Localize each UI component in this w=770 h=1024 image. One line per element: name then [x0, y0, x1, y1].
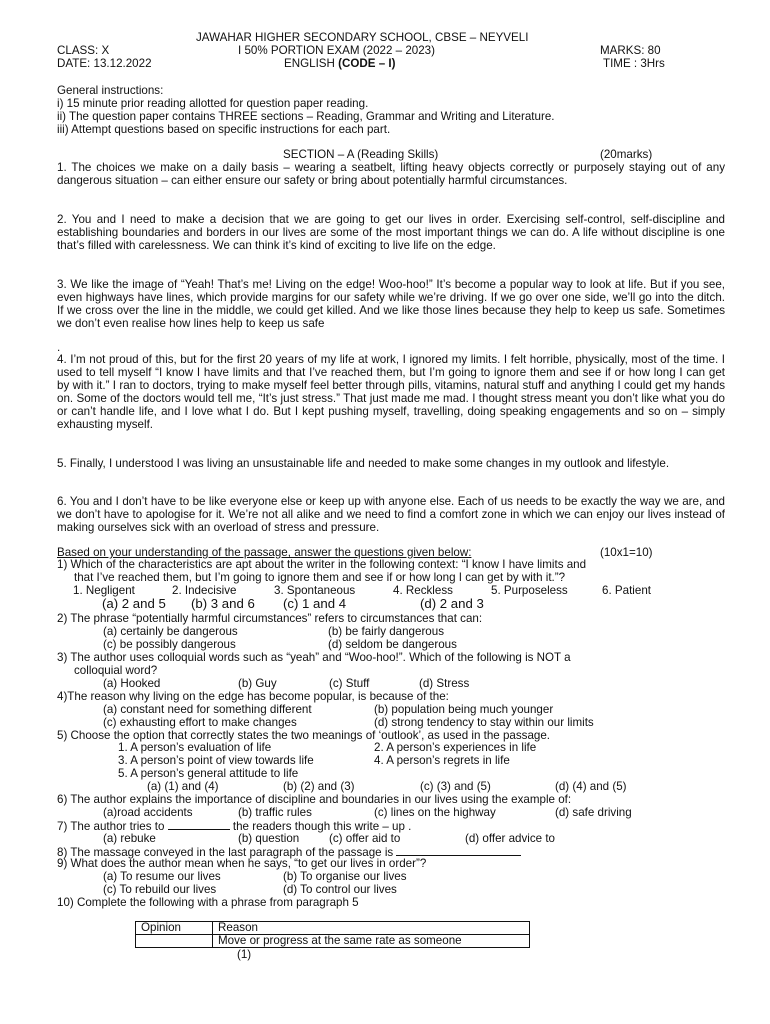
q5-meaning-3: 3. A person’s point of view towards life: [118, 754, 314, 767]
q6-option-d[interactable]: (d) safe driving: [555, 806, 632, 819]
q5-meaning-1: 1. A person’s evaluation of life: [118, 741, 272, 754]
q5-meaning-5: 5. A person’s general attitude to life: [118, 767, 299, 780]
q1-trait: 4. Reckless: [393, 584, 453, 597]
passage-paragraph-2: 2. You and I need to make a decision that we are going to get our lives in order. Exercising self-control, self-discipline and establishing boundaries and borders in our lives are some of the most important things we can do. A life without discipline is one that’s filled with carelessness. We can think it’s kind of exciting to live life on the edge.: [57, 213, 725, 252]
q10-table: [135, 921, 530, 948]
q2-option-d[interactable]: (d) seldom be dangerous: [328, 638, 457, 651]
q3-option-c[interactable]: (c) Stuff: [329, 677, 370, 690]
q10-reason-cell: Move or progress at the same rate as someone: [213, 935, 530, 948]
q1-option-b[interactable]: (b) 3 and 6: [191, 596, 255, 611]
instruction-item: ii) The question paper contains THREE sections – Reading, Grammar and Writing and Literature.: [57, 110, 555, 123]
marks-label: MARKS: 80: [600, 44, 661, 57]
instructions-title: General instructions:: [57, 84, 164, 97]
q5-option-b[interactable]: (b) (2) and (3): [283, 780, 355, 793]
q7-stem-pre: 7) The author tries to: [57, 820, 165, 833]
q1-stem-line1: 1) Which of the characteristics are apt about the writer in the following context: “I know I have limits and: [57, 558, 587, 571]
q6-option-b[interactable]: (b) traffic rules: [238, 806, 312, 819]
q4-stem: 4)The reason why living on the edge has become popular, is because of the:: [57, 690, 449, 703]
q9-option-d[interactable]: (d) To control our lives: [283, 883, 397, 896]
q4-option-d[interactable]: (d) strong tendency to stay within our limits: [374, 716, 594, 729]
q10-answer-number: (1): [237, 948, 252, 961]
q3-option-a[interactable]: (a) Hooked: [103, 677, 161, 690]
subject-code: (CODE – I): [338, 57, 396, 70]
q6-stem: 6) The author explains the importance of discipline and boundaries in our lives using the example of:: [57, 793, 572, 806]
q5-option-d[interactable]: (d) (4) and (5): [555, 780, 627, 793]
exam-title: I 50% PORTION EXAM (2022 – 2023): [238, 44, 435, 57]
date-label: DATE: 13.12.2022: [57, 57, 152, 70]
time-label: TIME : 3Hrs: [603, 57, 665, 70]
instruction-item: i) 15 minute prior reading allotted for question paper reading.: [57, 97, 369, 110]
q9-stem: 9) What does the author mean when he says, “to get our lives in order”?: [57, 857, 427, 870]
q5-meaning-2: 2. A person’s experiences in life: [374, 741, 537, 754]
q1-option-c[interactable]: (c) 1 and 4: [283, 596, 347, 611]
passage-paragraph-4: 4. I’m not proud of this, but for the first 20 years of my life at work, I ignored my limits. I felt horrible, physically, most of the time. I used to tell myself “I know I have limits and that I’ve reached them, but I’m going to ignore them and see if or how long I can get by with it.” I ran to doctors, trying to make myself feel better through pills, vitamins, natural stuff and anything I could get my hands on. Some of the doctors would tell me, “It’s just stress.” That just made me mad. I thought stress meant you don’t like what you do or can’t handle life, and I love what I do. But I kept pushing myself, travelling, doing speaking engagements and so on – simply exhausting myself.: [57, 353, 725, 431]
q1-option-d[interactable]: (d) 2 and 3: [420, 596, 484, 611]
q5-option-a[interactable]: (a) (1) and (4): [147, 780, 219, 793]
q7-stem: [57, 819, 411, 833]
questions-header-text: Based on your understanding of the passage, answer the questions given below:: [57, 546, 472, 559]
q1-stem-line2: that I’ve reached them, but I’m going to ignore them and see if or how long I can get by with it.”?: [74, 571, 566, 584]
q7-blank[interactable]: [168, 819, 230, 830]
q9-option-b[interactable]: (b) To organise our lives: [283, 870, 407, 883]
q7-option-c[interactable]: (c) offer aid to: [329, 832, 401, 845]
subject-label: [284, 57, 395, 70]
q10-stem: 10) Complete the following with a phrase from paragraph 5: [57, 896, 359, 909]
q7-option-d[interactable]: (d) offer advice to: [465, 832, 556, 845]
subject-prefix: ENGLISH: [284, 57, 339, 70]
q9-option-c[interactable]: (c) To rebuild our lives: [103, 883, 217, 896]
passage-paragraph-3: 3. We like the image of “Yeah! That’s me! Living on the edge! Woo-hoo!” It’s become a popular way to look at life. But if you see, even highways have lines, which provide margins for our safety while we’re driving. If we go over one side, we’ll go into the ditch. If we cross over the line in the middle, we could get killed. And we like those lines because they help to keep us safe. Sometimes we don’t even realise how lines help to keep us safe: [57, 278, 725, 330]
q3-option-b[interactable]: (b) Guy: [238, 677, 277, 690]
q2-option-c[interactable]: (c) be possibly dangerous: [103, 638, 236, 651]
q3-stem-line1: 3) The author uses colloquial words such as “yeah” and “Woo-hoo!”. Which of the following is NOT a: [57, 651, 571, 664]
class-label: CLASS: X: [57, 44, 110, 57]
stray-period: .: [57, 341, 61, 354]
q1-trait: 2. Indecisive: [172, 584, 237, 597]
q1-trait: 6. Patient: [602, 584, 651, 597]
q5-option-c[interactable]: (c) (3) and (5): [420, 780, 491, 793]
q7-option-b[interactable]: (b) question: [238, 832, 300, 845]
section-a-marks: (20marks): [600, 148, 653, 161]
q4-option-a[interactable]: (a) constant need for something different: [103, 703, 312, 716]
q10-opinion-cell[interactable]: [136, 935, 213, 948]
q9-option-a[interactable]: (a) To resume our lives: [103, 870, 221, 883]
q8-blank[interactable]: [396, 845, 521, 856]
q7-stem-post: the readers though this write – up .: [232, 820, 412, 833]
instruction-item: iii) Attempt questions based on specific instructions for each part.: [57, 123, 391, 136]
q1-trait: 1. Negligent: [73, 584, 135, 597]
passage-paragraph-5: 5. Finally, I understood I was living an unsustainable life and needed to make some changes in my outlook and lifestyle.: [57, 457, 670, 470]
school-name: JAWAHAR HIGHER SECONDARY SCHOOL, CBSE – NEYVELI: [196, 31, 529, 44]
q1-trait: 3. Spontaneous: [274, 584, 356, 597]
q5-stem: 5) Choose the option that correctly states the two meanings of ‘outlook’, as used in the passage.: [57, 729, 551, 742]
q6-option-c[interactable]: (c) lines on the highway: [374, 806, 496, 819]
q4-option-b[interactable]: (b) population being much younger: [374, 703, 554, 716]
q1-trait: 5. Purposeless: [491, 584, 568, 597]
passage-paragraph-6: 6. You and I don’t have to be like everyone else or keep up with anyone else. Each of us needs to be exactly the way we are, and we don’t have to apologise for it. We’re not all alike and we need to find a comfort zone in which we can enjoy our lives instead of making ourselves sick with an overload of stress and pressure.: [57, 495, 725, 534]
q2-stem: 2) The phrase “potentially harmful circumstances” refers to circumstances that can:: [57, 612, 483, 625]
q3-option-d[interactable]: (d) Stress: [419, 677, 470, 690]
q10-header-reason: Reason: [213, 922, 530, 935]
q8-stem-text: 8) The massage conveyed in the last paragraph of the passage is: [57, 846, 394, 859]
q4-option-c[interactable]: (c) exhausting effort to make changes: [103, 716, 297, 729]
q1-option-a[interactable]: (a) 2 and 5: [102, 596, 166, 611]
q7-option-a[interactable]: (a) rebuke: [103, 832, 156, 845]
q5-meaning-4: 4. A person’s regrets in life: [374, 754, 510, 767]
q2-option-b[interactable]: (b) be fairly dangerous: [328, 625, 444, 638]
q3-stem-line2: colloquial word?: [74, 664, 158, 677]
section-a-title: SECTION – A (Reading Skills): [283, 148, 439, 161]
passage-paragraph-1: 1. The choices we make on a daily basis – wearing a seatbelt, lifting heavy objects correctly or purposely staying out of any dangerous situation – can either ensure our safety or bring about potentially harmful circumstances.: [57, 161, 725, 187]
q10-header-opinion: Opinion: [136, 922, 213, 935]
q2-option-a[interactable]: (a) certainly be dangerous: [103, 625, 238, 638]
questions-marks: (10x1=10): [600, 546, 653, 559]
q6-option-a[interactable]: (a)road accidents: [103, 806, 193, 819]
